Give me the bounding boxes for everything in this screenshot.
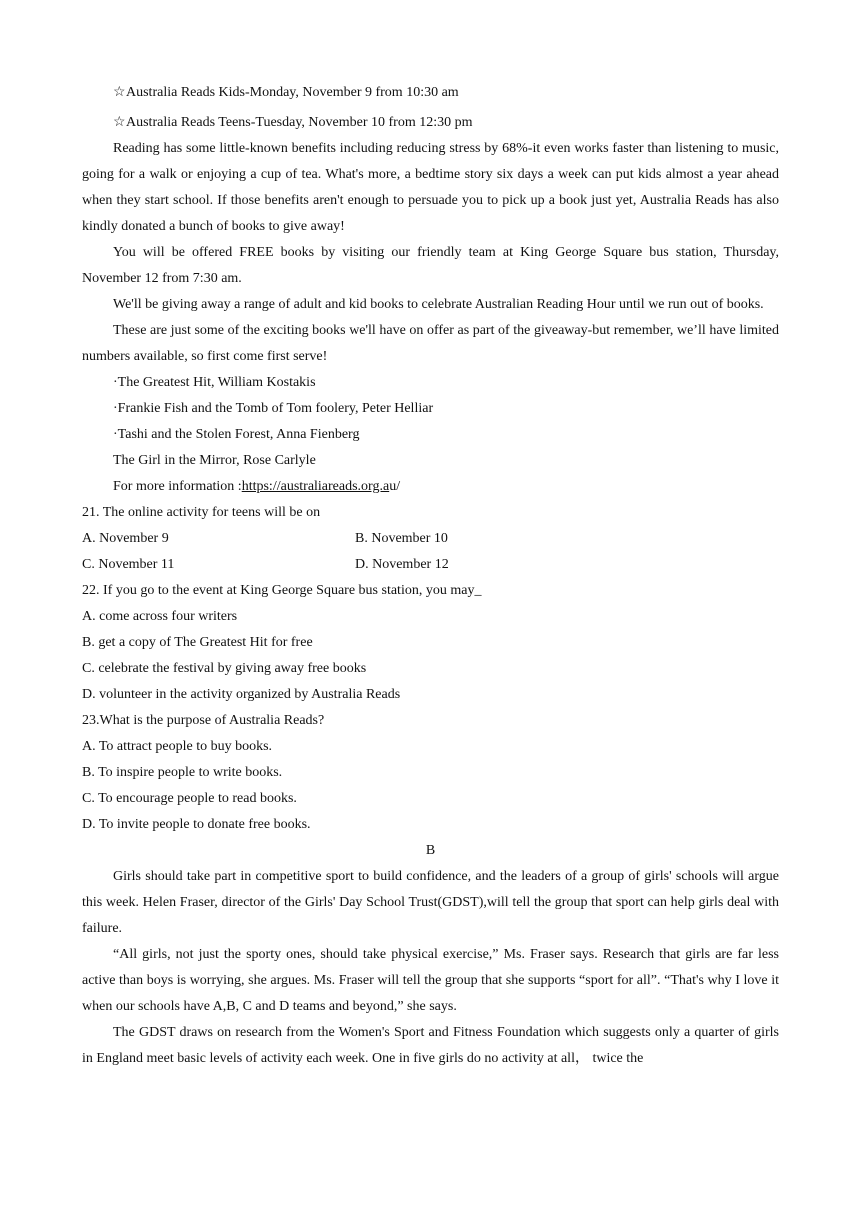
option-d: D. volunteer in the activity organized by Australia Reads — [82, 687, 401, 702]
website-link[interactable]: https://australiareads.org.a — [241, 479, 390, 494]
section-heading: B — [425, 843, 436, 858]
book-item: ·Frankie Fish and the Tomb of Tom foolery, Peter Helliar — [113, 401, 434, 416]
book-item: ·The Greatest Hit, William Kostakis — [113, 375, 316, 390]
option-b: B. To inspire people to write books. — [82, 765, 283, 780]
question-21: 21. The online activity for teens will be on — [82, 505, 321, 520]
option-a: A. November 9 — [82, 531, 169, 546]
option-d: D. To invite people to donate free books. — [82, 817, 311, 832]
question-21-options-row — [82, 526, 779, 552]
star-icon: ☆ — [113, 115, 126, 130]
question-22: 22. If you go to the event at King George Square bus station, you may_ — [82, 583, 482, 598]
answer-blank: _ — [474, 583, 482, 598]
option-b: B. November 10 — [355, 531, 448, 546]
paragraph-exciting-books: These are just some of the exciting books we'll have on offer as part of the giveaway-but remember, we’ll have limited numbers available, so first come first serve! — [82, 323, 779, 364]
star-icon: ☆ — [113, 85, 126, 100]
book-item: ·Tashi and the Stolen Forest, Anna Fienberg — [113, 427, 360, 442]
option-c: C. celebrate the festival by giving away free books — [82, 661, 367, 676]
event-teens: ☆Australia Reads Teens-Tuesday, November 10 from 12:30 pm — [82, 110, 779, 136]
option-c: C. To encourage people to read books. — [82, 791, 297, 806]
question-21-options-row — [82, 552, 779, 578]
book-item: The Girl in the Mirror, Rose Carlyle — [113, 453, 316, 468]
option-a: A. To attract people to buy books. — [82, 739, 273, 754]
option-b: B. get a copy of The Greatest Hit for free — [82, 635, 313, 650]
option-a: A. come across four writers — [82, 609, 238, 624]
paragraph-gdst-research: The GDST draws on research from the Women's Sport and Fitness Foundation which suggests only a quarter of girls in England meet basic levels of activity each week. One in five girls do no activity at all， twice the — [82, 1025, 779, 1066]
event-kids: ☆Australia Reads Kids-Monday, November 9 from 10:30 am — [82, 80, 779, 106]
paragraph-free-books: You will be offered FREE books by visiting our friendly team at King George Square bus station, Thursday, November 12 from 7:30 am. — [82, 245, 779, 286]
question-23: 23.What is the purpose of Australia Reads? — [82, 713, 325, 728]
document-page — [82, 80, 779, 1072]
paragraph-giveaway: We'll be giving away a range of adult and kid books to celebrate Australian Reading Hour until we run out of books. — [113, 297, 764, 312]
more-info: For more information :https://australiareads.org.au/ — [113, 479, 401, 494]
paragraph-benefits: Reading has some little-known benefits including reducing stress by 68%-it even works faster than listening to music, going for a walk or enjoying a cup of tea. What's more, a bedtime story six days a week can put kids almost a year ahead when they start school. If those benefits aren't enough to persuade you to pick up a book just yet, Australia Reads has also kindly donated a bunch of books to give away! — [82, 141, 779, 234]
option-d: D. November 12 — [355, 557, 449, 572]
paragraph-sport-confidence: Girls should take part in competitive sport to build confidence, and the leaders of a group of girls' schools will argue this week. Helen Fraser, director of the Girls' Day School Trust(GDST),will tell the group that sport can help girls deal with failure. — [82, 869, 779, 936]
option-c: C. November 11 — [82, 557, 175, 572]
paragraph-sport-for-all: “All girls, not just the sporty ones, should take physical exercise,” Ms. Fraser says. Research that girls are far less active than boys is worrying, she argues. Ms. Fraser will tell the group that she supports “sport for all”. “That's why I love it when our schools have A,B, C and D teams and beyond,” she says. — [82, 947, 779, 1014]
